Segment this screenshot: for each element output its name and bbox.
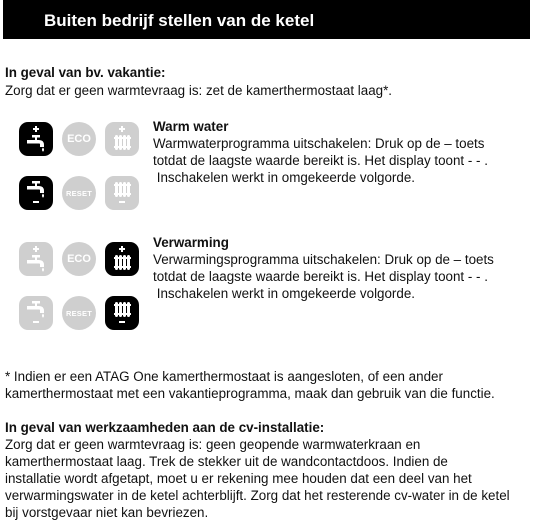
tap-minus-icon (23, 179, 49, 207)
maintenance-line-1: Zorg dat er geen warmtevraag is: geen geopende warmwaterkraan en (5, 437, 421, 452)
eco-button-2[interactable] (62, 242, 96, 276)
radiator-plus-button-2[interactable] (105, 242, 139, 276)
reset-icon: RESET (65, 308, 92, 318)
tap-plus-button-2[interactable] (19, 242, 53, 276)
page-title-bar (3, 0, 530, 39)
maintenance-line-3: installatie wordt afgetapt, moet u er rekening mee houden dat een deel van het (5, 471, 472, 486)
tap-plus-button[interactable] (19, 122, 53, 156)
vacation-heading: In geval van bv. vakantie: (5, 65, 166, 80)
radiator-minus-icon (109, 179, 135, 207)
eco-icon: ECO (67, 253, 91, 265)
tap-minus-icon (23, 299, 49, 327)
warm-water-title: Warm water (153, 119, 229, 134)
page-title: Buiten bedrijf stellen van de ketel (44, 11, 315, 30)
eco-icon: ECO (67, 133, 91, 145)
radiator-minus-icon (109, 299, 135, 327)
vacation-text: Zorg dat er geen warmtevraag is: zet de kamerthermostaat laag*. (5, 83, 393, 98)
warm-water-line-3: Inschakelen werkt in omgekeerde volgorde. (153, 170, 416, 185)
footnote-line-2: kamerthermostaat met een vakantieprogramma, maak dan gebruik van die functie. (5, 386, 495, 401)
maintenance-line-4: verwarmingswater in de ketel achterblijft. Zorg dat het resterende cv-water in de ketel (5, 488, 510, 503)
warm-water-line-2: totdat de laagste waarde bereikt is. Het display toont - - . (153, 153, 488, 168)
heating-line-1: Verwarmingsprogramma uitschakelen: Druk op de – toets (153, 252, 494, 267)
heating-line-2: totdat de laagste waarde bereikt is. Het display toont - - . (153, 269, 488, 284)
reset-button[interactable] (62, 176, 96, 210)
eco-button[interactable] (62, 122, 96, 156)
radiator-plus-icon (109, 245, 135, 273)
radiator-minus-button[interactable] (105, 176, 139, 210)
reset-icon: RESET (65, 188, 92, 198)
maintenance-heading: In geval van werkzaamheden aan de cv-installatie: (5, 420, 325, 435)
radiator-minus-button-2[interactable] (105, 296, 139, 330)
maintenance-line-2: kamerthermostaat laag. Trek de stekker uit de wandcontactdoos. Indien de (5, 454, 448, 469)
radiator-plus-icon (109, 125, 135, 153)
maintenance-line-5: bij vorstgevaar niet kan bevriezen. (5, 505, 209, 520)
tap-plus-icon (23, 125, 49, 153)
warm-water-line-1: Warmwaterprogramma uitschakelen: Druk op de – toets (153, 136, 485, 151)
radiator-plus-button[interactable] (105, 122, 139, 156)
tap-minus-button-2[interactable] (19, 296, 53, 330)
footnote-line-1: * Indien er een ATAG One kamerthermostaat is aangesloten, of een ander (5, 369, 443, 384)
heating-line-3: Inschakelen werkt in omgekeerde volgorde. (153, 286, 416, 301)
tap-minus-button[interactable] (19, 176, 53, 210)
reset-button-2[interactable] (62, 296, 96, 330)
tap-plus-icon (23, 245, 49, 273)
heating-title: Verwarming (153, 235, 229, 250)
